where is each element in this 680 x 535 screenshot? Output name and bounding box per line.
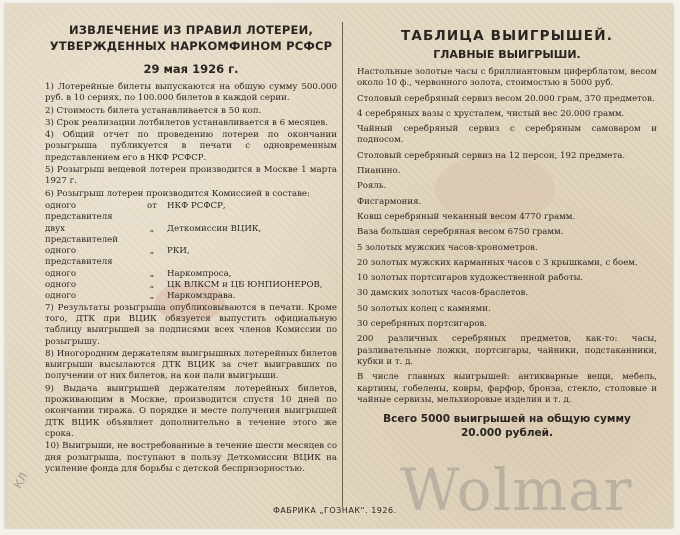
- prize-item: 30 дамских золотых часов-браслетов.: [357, 288, 529, 299]
- prizes-subtitle: ГЛАВНЫЕ ВЫИГРЫШИ.: [433, 48, 581, 61]
- rule-1: 1) Лотерейные билеты выпускаются на общую сумму 500.000 руб. в 10 сериях, по 100.000 билетов в каждой серии.: [45, 82, 337, 104]
- rules-column: [45, 22, 337, 476]
- prize-item: 10 золотых портсигаров художественной работы.: [357, 273, 584, 284]
- prize-item: 20 золотых мужских карманных часов с 3 крышками, с боем.: [357, 257, 638, 268]
- prize-item: Настольные золотые часы с бриллиантовым циферблатом, весом около 10 ф., червонного золота, стоимостью в 5000 руб.: [357, 67, 657, 89]
- prize-item: 50 золотых колец с камнями.: [357, 303, 491, 314]
- rule-2: 2) Стоимость билета устанавливается в 50 коп.: [45, 105, 262, 116]
- committee-row: двух представителей „ Деткомиссии ВЦИК,: [45, 223, 262, 245]
- rules-title-line-2: УТВЕРЖДЕННЫХ НАРКОМФИНОМ РСФСР: [49, 39, 333, 53]
- prize-item: Чайный серебряный сервиз с серебряным самоваром и подносом.: [357, 124, 657, 146]
- watermark-logo: Wolmar: [400, 456, 633, 524]
- prize-item: 200 различных серебряных предметов, как-то: часы, разливательные ложки, портсигары, чайники, подстаканники, кубки и т. д.: [357, 334, 657, 367]
- prizes-column: [357, 22, 657, 440]
- rules-title-line-1: ИЗВЛЕЧЕНИЕ ИЗ ПРАВИЛ ЛОТЕРЕИ,: [68, 23, 314, 37]
- rule-8: 8) Иногородним держателям выигрышных лотерейных билетов выигрыши высылаются ДТК ВЦИК за счет выигравших по получении от них билетов, на кои пали выигрыши.: [45, 348, 337, 382]
- rule-9: 9) Выдача выигрышей держателям лотерейных билетов, проживающим в Москве, производится спустя 10 дней по окончании тиража. О порядке и месте получения выигрышей ДТК ВЦИК объявляет дополнительно в течение этого же срока.: [45, 383, 337, 439]
- rule-4: 4) Общий отчет по проведению лотереи по окончании розыгрыша публикуется в печати с одновременным представлением его в НКФ РСФСР.: [45, 130, 337, 163]
- committee-row: одного „ Наркомздрава.: [45, 291, 236, 302]
- prize-item: Рояль.: [357, 181, 387, 192]
- prize-item: Столовый серебряный сервиз на 12 персон, 192 предмета.: [357, 150, 626, 161]
- lottery-ticket-back: [5, 4, 673, 528]
- prize-item: Ваза большая серебряная весом 6750 грамм.: [357, 227, 564, 238]
- prize-item: Столовый серебряный сервиз весом 20.000 грам, 370 предметов.: [357, 93, 655, 104]
- rule-10: 10) Выигрыши, не востребованные в течение шести месяцев со дня розыгрыша, поступают в пользу Деткомиссии ВЦИК на усиление фонда для борьбы с детской беспризорностью.: [45, 441, 337, 474]
- prize-item: В числе главных выигрышей: антикварные вещи, мебель, картины, гобелены, ковры, фарфор, бронза, стекло, столовые и чайные сервизы, мельхиоровые изделия и т. д.: [357, 372, 657, 405]
- printer-imprint: ФАБРИКА „ГОЗНАК“. 1926.: [273, 506, 397, 515]
- total-prizes: [357, 412, 657, 440]
- prize-item: 5 золотых мужских часов-хронометров.: [357, 242, 538, 253]
- rule-3: 3) Срок реализации лотбилетов устанавливается в 6 месяцев.: [45, 117, 329, 128]
- column-divider: [342, 22, 343, 507]
- committee-row: одного представителя „ РКИ,: [45, 246, 190, 268]
- prize-item: Ковш серебряный чеканный весом 4770 грамм.: [357, 211, 576, 222]
- prize-item: 4 серебряных вазы с хрусталем, чистый вес 20.000 грамм.: [357, 108, 625, 119]
- rules-date: 29 мая 1926 г.: [143, 62, 239, 76]
- prize-item: 30 серебряных портсигаров.: [357, 319, 487, 330]
- prize-item: Фисгармония.: [357, 196, 422, 207]
- prizes-title: ТАБЛИЦА ВЫИГРЫШЕЙ.: [400, 28, 614, 44]
- total-line-2: 20.000 рублей.: [460, 427, 554, 440]
- rule-7: 7) Результаты розыгрыша опубликовываются в печати. Кроме того, ДТК при ВЦИК обязуется выпустить официальную таблицу выигрышей за подписями всех членов Комиссии по розыгрышу.: [45, 302, 337, 347]
- committee-row: одного „ ЦК ВЛКСМ и ЦБ ЮНПИОНЕРОВ,: [45, 280, 323, 291]
- rule-5: 5) Розыгрыш вещевой лотереи производится в Москве 1 марта 1927 г.: [45, 165, 337, 187]
- total-line-1: Всего 5000 выигрышей на общую сумму: [383, 413, 631, 426]
- committee-row: одного представителя от НКФ РСФСР,: [45, 200, 226, 223]
- rule-6: 6) Розыгрыш лотереи производится Комиссией в составе:: [45, 188, 310, 199]
- edge-stamp: КЛ: [11, 470, 31, 491]
- committee-list: [45, 201, 337, 303]
- committee-row: одного „ Наркомпроса,: [45, 268, 232, 279]
- prize-item: Пианино.: [357, 166, 401, 177]
